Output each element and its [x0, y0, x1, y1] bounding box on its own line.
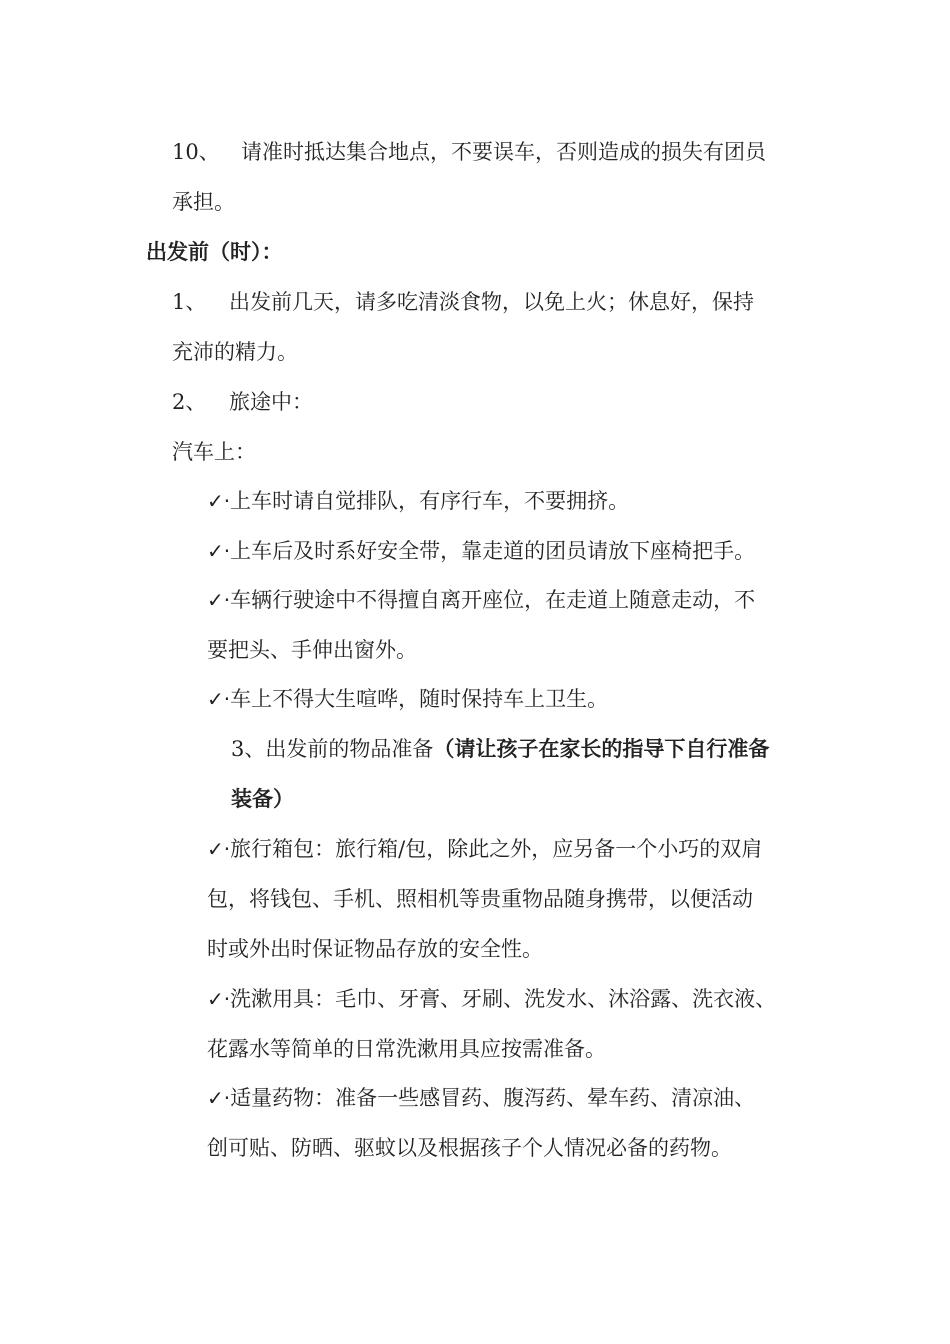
check-icon: ✓· [207, 687, 231, 711]
check-icon: ✓· [207, 837, 231, 861]
car-rule-3-text: 车辆行驶途中不得擅自离开座位，在走道上随意走动，不 [230, 588, 756, 612]
item-3-prefix: 3、出发前的物品准备 [231, 737, 434, 761]
item-10-number: 10、 [172, 140, 220, 164]
prep-luggage-line-2: 包，将钱包、手机、照相机等贵重物品随身携带，以便活动 [207, 887, 753, 911]
item-1-line-1 [172, 288, 754, 316]
item-1-number: 1、 [172, 290, 207, 314]
prep-medicine-line-1 [207, 1084, 755, 1112]
item-2-number: 2、 [172, 390, 207, 414]
item-2-text: 旅途中： [229, 390, 313, 414]
prep-luggage-line-3: 时或外出时保证物品存放的安全性。 [207, 937, 543, 961]
car-rule-2 [207, 537, 755, 565]
prep-luggage-line-1 [207, 835, 762, 863]
item-3-bold-note: （请让孩子在家长的指导下自行准备 [433, 736, 770, 761]
check-icon: ✓· [207, 489, 231, 513]
item-1-line-2: 充沛的精力。 [172, 340, 298, 364]
check-icon: ✓· [207, 588, 231, 612]
item-3-line-2: 装备） [231, 786, 294, 811]
car-heading: 汽车上： [172, 440, 256, 464]
item-10-line-1 [172, 138, 766, 166]
car-rule-4 [207, 685, 608, 713]
check-icon: ✓· [207, 987, 231, 1011]
item-1-text: 出发前几天，请多吃清淡食物，以免上火；休息好，保持 [229, 290, 754, 314]
car-rule-3-line-2: 要把头、手伸出窗外。 [207, 638, 417, 662]
car-rule-2-text: 上车后及时系好安全带，靠走道的团员请放下座椅把手。 [230, 539, 756, 563]
prep-toiletries-line-1 [207, 985, 776, 1013]
prep-toiletries-line-2: 花露水等简单的日常洗漱用具应按需准备。 [207, 1037, 606, 1061]
check-icon: ✓· [207, 1086, 231, 1110]
item-10-text: 请准时抵达集合地点，不要误车，否则造成的损失有团员 [241, 140, 766, 164]
item-3-line-1 [231, 735, 769, 763]
prep-medicine-text: 适量药物：准备一些感冒药、腹泻药、晕车药、清凉油、 [230, 1086, 756, 1110]
prep-luggage-text: 旅行箱包：旅行箱/包，除此之外，应另备一个小巧的双肩 [230, 837, 763, 861]
item-10-line-2: 承担。 [172, 190, 235, 214]
item-2-line [172, 388, 313, 416]
section-title: 出发前（时）： [146, 239, 283, 264]
prep-medicine-line-2: 创可贴、防晒、驱蚊以及根据孩子个人情况必备的药物。 [207, 1136, 732, 1160]
check-icon: ✓· [207, 539, 231, 563]
car-rule-1-text: 上车时请自觉排队，有序行车，不要拥挤。 [230, 489, 630, 513]
car-rule-4-text: 车上不得大生喧哗，随时保持车上卫生。 [230, 687, 609, 711]
car-rule-3-line-1 [207, 586, 755, 614]
car-rule-1 [207, 487, 629, 515]
prep-toiletries-text: 洗漱用具：毛巾、牙膏、牙刷、洗发水、沐浴露、洗衣液、 [230, 987, 777, 1011]
